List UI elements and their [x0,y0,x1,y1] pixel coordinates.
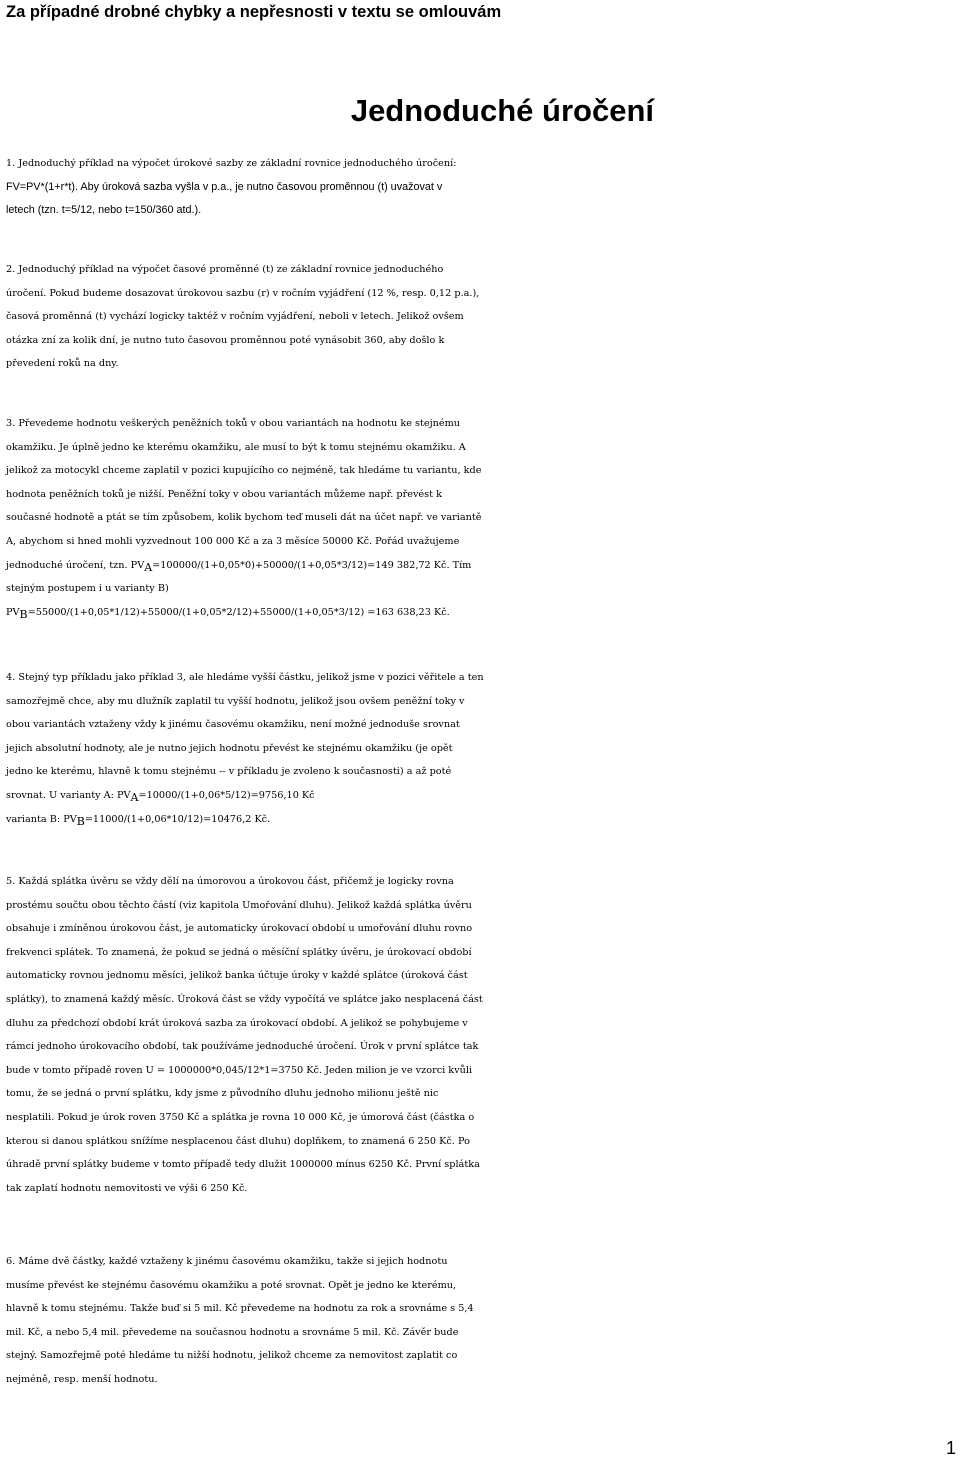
paragraph-line: současné hodnotě a ptát se tím způsobem, kolik bychom teď museli dát na účet např. ve variantě [6,512,482,524]
paragraph-line: 4. Stejný typ příkladu jako příklad 3, ale hledáme vyšší částku, jelikož jsme v pozici věřitele a ten [6,672,484,683]
formula-text: jednoduché úročení, tzn. PV [6,559,145,571]
paragraph-line: dluhu za předchozí období krát úroková sazba za úrokovací období. A jelikož se pohybujeme v [6,1017,468,1029]
paragraph-line: bude v tomto případě roven U = 1000000*0,045/12*1=3750 Kč. Jeden milion je ve vzorci kvůli [6,1064,473,1076]
paragraph-line: jedno ke kterému, hlavně k tomu stejnému -- v příkladu je zvoleno k současnosti) a až poté [6,766,452,778]
paragraph-4 [6,666,960,831]
formula-text: varianta B: PV [6,813,77,825]
paragraph-line: stejným postupem i u varianty B) [6,583,169,595]
paragraph-line: úhradě první splátky budeme v tomto případě tedy dlužit 1000000 mínus 6250 Kč. První splátka [6,1159,480,1171]
paragraph-6 [6,1250,960,1392]
paragraph-line: nejméně, resp. menší hodnotu. [6,1373,158,1385]
paragraph-line: 2. Jednoduchý příklad na výpočet časové proměnné (t) ze základní rovnice jednoduchého [6,264,444,275]
paragraph-2 [6,258,960,376]
formula-line [6,601,960,625]
paragraph-line: musíme převést ke stejnému časovému okamžiku a poté srovnat. Opět je jedno ke kterému, [6,1279,457,1291]
formula-line [6,808,960,832]
paragraph-line: A, abychom si hned mohli vyzvednout 100 000 Kč a za 3 měsíce 50000 Kč. Pořád uvažujeme [6,535,460,547]
paragraph-line: obsahuje i zmíněnou úrokovou část, je automaticky úrokovací období u umořování dluhu rovno [6,923,473,935]
formula-text: srovnat. U varianty A: PV [6,789,131,801]
paragraph-line: jelikož za motocykl chceme zaplatil v pozici kupujícího co nejméně, tak hledáme tu variantu, kde [6,465,482,477]
formula-text: =100000/(1+0,05*0)+50000/(1+0,05*3/12)=149 382,72 Kč. Tím [152,559,472,571]
formula-text: PV [6,606,20,618]
formula-line [6,784,960,808]
paragraph-line: úročení. Pokud budeme dosazovat úrokovou sazbu (r) v ročním vyjádření (12 %, resp. 0,12 p.a.), [6,287,480,299]
paragraph-line: FV=PV*(1+r*t). Aby úroková sazba vyšla v p.a., je nutno časovou proměnnou (t) uvažovat v [6,180,443,193]
paragraph-line: kterou si danou splátkou snížíme nesplacenou část dluhu) doplňkem, to znamená 6 250 Kč. Po [6,1135,470,1147]
formula-subscript: A [130,790,139,804]
paragraph-line: splátky), to znamená každý měsíc. Úroková část se vždy vypočítá ve splátce jako nesplacená část [6,993,483,1005]
paragraph-line: frekvenci splátek. To znamená, že pokud se jedná o měsíční splátky úvěru, je úrokovací období [6,946,472,958]
paragraph-line: hodnota peněžních toků je nižší. Peněžní toky v obou variantách můžeme např. převést k [6,488,442,500]
paragraph-line: samozřejmě chce, aby mu dlužník zaplatil tu vyšší hodnotu, jelikož jsou ovšem peněžní toky v [6,695,465,707]
paragraph-1 [6,152,960,223]
paragraph-line: převedení roků na dny. [6,358,119,370]
paragraph-line: tomu, že se jedná o první splátku, kdy jsme z původního dluhu jednoho milionu ještě nic [6,1088,439,1100]
formula-text: =11000/(1+0,06*10/12)=10476,2 Kč. [84,813,271,825]
paragraph-line: hlavně k tomu stejnému. Takže buď si 5 mil. Kč převedeme na hodnotu za rok a srovnáme s 5,4 [6,1303,474,1315]
paragraph-line: nesplatili. Pokud je úrok roven 3750 Kč a splátka je rovna 10 000 Kč, je úmorová část (částka o [6,1111,475,1123]
formula-subscript: B [76,814,85,828]
paragraph-line: prostému součtu obou těchto částí (viz kapitola Umořování dluhu). Jelikož každá splátka úvěru [6,899,472,911]
paragraph-line: 3. Převedeme hodnotu veškerých peněžních toků v obou variantách na hodnotu ke stejnému [6,418,461,429]
document-title: Jednoduché úročení [350,93,654,128]
paragraph-line: mil. Kč, a nebo 5,4 mil. převedeme na současnou hodnotu a srovnáme 5 mil. Kč. Závěr bude [6,1326,459,1338]
paragraph-line: 1. Jednoduchý příklad na výpočet úrokové sazby ze základní rovnice jednoduchého úročení: [6,158,457,169]
paragraph-line: tak zaplatí hodnotu nemovitosti ve výši 6 250 Kč. [6,1182,248,1194]
paragraph-line: 6. Máme dvě částky, každé vztaženy k jinému časovému okamžiku, takže si jejich hodnotu [6,1256,448,1267]
paragraph-line: letech (tzn. t=5/12, nebo t=150/360 atd.). [6,204,202,217]
paragraph-5 [6,870,960,1200]
paragraph-line: 5. Každá splátka úvěru se vždy dělí na úmorovou a úrokovou část, přičemž je logicky rovna [6,876,454,887]
formula-subscript: A [144,560,153,574]
paragraph-line: obou variantách vztaženy vždy k jinému časovému okamžiku, není možné jednoduše srovnat [6,719,460,731]
formula-line [6,554,960,578]
formula-text: =55000/(1+0,05*1/12)+55000/(1+0,05*2/12)+55000/(1+0,05*3/12) =163 638,23 Kč. [27,606,450,618]
paragraph-line: rámci jednoho úrokovacího období, tak používáme jednoduché úročení. Úrok v první splátce tak [6,1041,479,1053]
header-note: Za případné drobné chybky a nepřesnosti v textu se omlouvám [6,3,502,21]
formula-subscript: B [19,607,28,621]
formula-text: =10000/(1+0,06*5/12)=9756,10 Kč [138,789,315,801]
paragraph-line: stejný. Samozřejmě poté hledáme tu nižší hodnotu, jelikož chceme za nemovitost zaplatit co [6,1350,458,1362]
paragraph-line: automaticky rovnou jednomu měsíci, jelikož banka účtuje úroky v každé splátce (úroková část [6,970,468,982]
page-number: 1 [945,1438,956,1458]
paragraph-line: časová proměnná (t) vychází logicky taktéž v ročním vyjádření, neboli v letech. Jelikož ovšem [6,311,464,323]
paragraph-3 [6,412,960,624]
paragraph-line: jejich absolutní hodnoty, ale je nutno jejich hodnotu převést ke stejnému okamžiku (je opět [6,742,453,754]
paragraph-line: otázka zní za kolik dní, je nutno tuto časovou proměnnou poté vynásobit 360, aby došlo k [6,334,445,346]
paragraph-line: okamžiku. Je úplně jedno ke kterému okamžiku, ale musí to být k tomu stejnému okamžiku. A [6,441,466,453]
